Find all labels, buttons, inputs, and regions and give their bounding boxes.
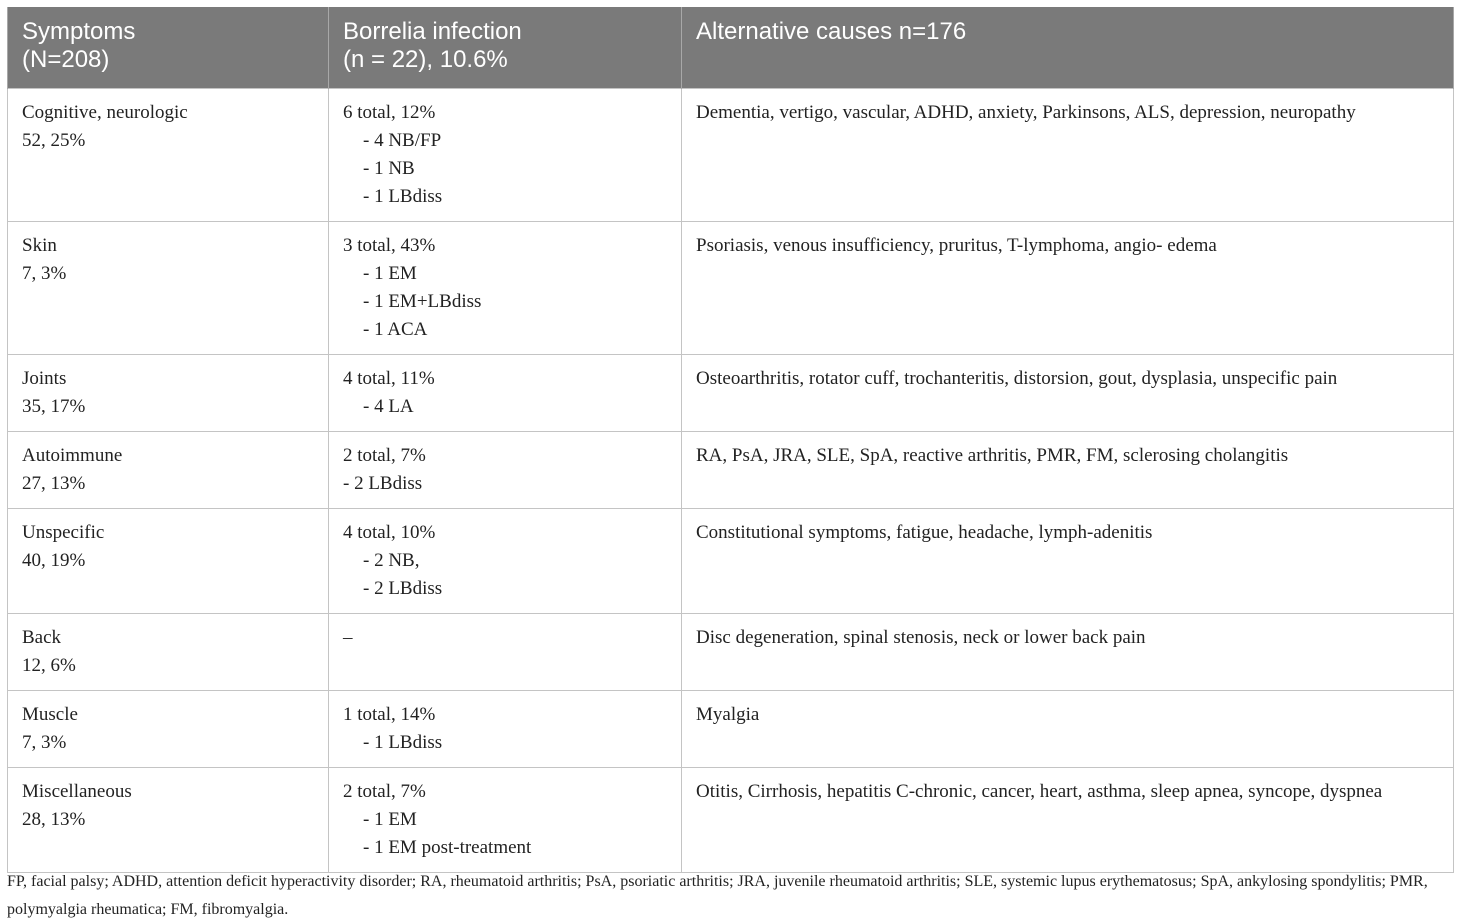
- borrelia-cell: [329, 222, 682, 355]
- table-row: [8, 614, 1454, 691]
- symptom-count: 28, 13%: [22, 809, 86, 830]
- symptom-label: Unspecific: [22, 522, 105, 543]
- header-alternatives: Alternative causes n=176: [682, 7, 1454, 89]
- symptom-label: Muscle: [22, 704, 78, 725]
- header-borrelia-line2: (n = 22), 10.6%: [343, 46, 508, 73]
- borrelia-item: - 2 LBdiss: [343, 473, 423, 494]
- table-row: [8, 768, 1454, 873]
- borrelia-item: - 1 LBdiss: [363, 186, 443, 207]
- symptom-cell: [8, 432, 329, 509]
- borrelia-total: 4 total, 11%: [343, 368, 435, 389]
- borrelia-total: 4 total, 10%: [343, 522, 436, 543]
- borrelia-item: - 1 EM: [363, 809, 417, 830]
- borrelia-cell: [329, 89, 682, 222]
- symptom-label: Back: [22, 627, 62, 648]
- alternatives-cell: Otitis, Cirrhosis, hepatitis C-chronic, cancer, heart, asthma, sleep apnea, syncope, dyspnea: [682, 768, 1454, 873]
- header-symptoms-line2: (N=208): [22, 46, 110, 73]
- table-footnote: FP, facial palsy; ADHD, attention deficit hyperactivity disorder; RA, rheumatoid arthritis; PsA, psoriatic arthritis; JRA, juvenile rheumatoid arthritis; SLE, systemic lupus erythematosus; SpA, ankylosing spondylitis; PMR, polymyalgia rheumatica; FM, fibromyalgia.: [7, 873, 1428, 918]
- table-row: [8, 691, 1454, 768]
- symptom-cell: [8, 222, 329, 355]
- borrelia-cell: [329, 432, 682, 509]
- symptom-count: 27, 13%: [22, 473, 86, 494]
- borrelia-total: 2 total, 7%: [343, 445, 426, 466]
- symptom-label: Joints: [22, 368, 67, 389]
- borrelia-item: - 4 LA: [363, 396, 414, 417]
- alternatives-cell: Disc degeneration, spinal stenosis, neck or lower back pain: [682, 614, 1454, 691]
- symptom-cell: [8, 768, 329, 873]
- borrelia-item: - 2 NB,: [363, 550, 420, 571]
- borrelia-item: - 1 ACA: [363, 319, 428, 340]
- header-symptoms-line1: Symptoms: [22, 18, 136, 45]
- symptom-cell: [8, 614, 329, 691]
- borrelia-item: - 1 LBdiss: [363, 732, 443, 753]
- table-row: [8, 222, 1454, 355]
- borrelia-total: 1 total, 14%: [343, 704, 436, 725]
- alternatives-cell: Dementia, vertigo, vascular, ADHD, anxiety, Parkinsons, ALS, depression, neuropathy: [682, 89, 1454, 222]
- borrelia-total: 2 total, 7%: [343, 781, 426, 802]
- borrelia-item: - 1 EM+LBdiss: [363, 291, 482, 312]
- symptom-label: Skin: [22, 235, 57, 256]
- header-borrelia: [329, 7, 682, 89]
- borrelia-item: - 2 LBdiss: [363, 578, 443, 599]
- borrelia-total: 6 total, 12%: [343, 102, 436, 123]
- symptom-cell: [8, 355, 329, 432]
- symptom-count: 12, 6%: [22, 655, 76, 676]
- symptom-cell: [8, 89, 329, 222]
- borrelia-item: - 4 NB/FP: [363, 130, 442, 151]
- table-header-row: [8, 7, 1454, 89]
- borrelia-item: - 1 NB: [363, 158, 415, 179]
- table-row: [8, 432, 1454, 509]
- symptom-label: Miscellaneous: [22, 781, 132, 802]
- table-row: [8, 89, 1454, 222]
- symptom-label: Cognitive, neurologic: [22, 102, 188, 123]
- borrelia-cell: [329, 355, 682, 432]
- symptom-count: 40, 19%: [22, 550, 86, 571]
- symptom-count: 35, 17%: [22, 396, 86, 417]
- symptom-label: Autoimmune: [22, 445, 123, 466]
- symptom-count: 7, 3%: [22, 732, 67, 753]
- header-symptoms: [8, 7, 329, 89]
- borrelia-item: - 1 EM post-treatment: [363, 837, 532, 858]
- alternatives-cell: RA, PsA, JRA, SLE, SpA, reactive arthritis, PMR, FM, sclerosing cholangitis: [682, 432, 1454, 509]
- borrelia-item: - 1 EM: [363, 263, 417, 284]
- alternatives-cell: Osteoarthritis, rotator cuff, trochanteritis, distorsion, gout, dysplasia, unspecific pain: [682, 355, 1454, 432]
- table-row: [8, 355, 1454, 432]
- alternatives-cell: Myalgia: [682, 691, 1454, 768]
- symptom-cell: [8, 691, 329, 768]
- alternatives-cell: Constitutional symptoms, fatigue, headache, lymph-adenitis: [682, 509, 1454, 614]
- borrelia-cell: [329, 691, 682, 768]
- symptom-count: 7, 3%: [22, 263, 67, 284]
- symptom-cell: [8, 509, 329, 614]
- symptoms-table: [7, 7, 1454, 873]
- header-borrelia-line1: Borrelia infection: [343, 18, 522, 45]
- alternatives-cell: Psoriasis, venous insufficiency, pruritus, T-lymphoma, angio- edema: [682, 222, 1454, 355]
- borrelia-total: 3 total, 43%: [343, 235, 436, 256]
- symptom-count: 52, 25%: [22, 130, 86, 151]
- borrelia-cell: [329, 614, 682, 691]
- borrelia-cell: [329, 509, 682, 614]
- borrelia-cell: [329, 768, 682, 873]
- table-row: [8, 509, 1454, 614]
- borrelia-total: –: [343, 627, 353, 648]
